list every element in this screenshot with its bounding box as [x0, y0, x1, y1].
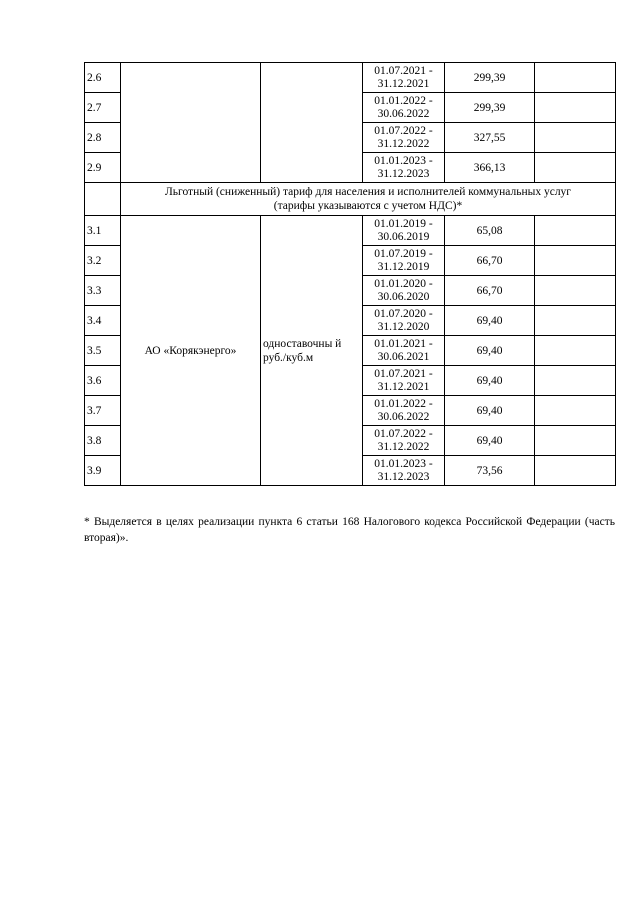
period-cell: 01.01.2023 - 31.12.2023: [363, 456, 445, 486]
price-cell: 299,39: [445, 93, 535, 123]
price-cell: 69,40: [445, 426, 535, 456]
price-cell: 69,40: [445, 336, 535, 366]
row-number: 3.1: [85, 216, 121, 246]
organization-cell-empty: [121, 63, 261, 183]
empty-cell: [535, 216, 616, 246]
tariff-type-cell-empty: [261, 63, 363, 183]
price-cell: 66,70: [445, 276, 535, 306]
empty-cell: [535, 306, 616, 336]
organization-name: АО «Корякэнерго»: [121, 216, 261, 486]
footnote: * Выделяется в целях реализации пункта 6 статьи 168 Налогового кодекса Российской Федерации (часть вторая)».: [84, 515, 615, 544]
row-number: 2.9: [85, 153, 121, 183]
empty-cell: [535, 336, 616, 366]
period-cell: 01.07.2020 - 31.12.2020: [363, 306, 445, 336]
empty-cell: [535, 456, 616, 486]
row-number: 3.5: [85, 336, 121, 366]
section-row: [85, 183, 616, 216]
period-cell: 01.01.2020 - 30.06.2020: [363, 276, 445, 306]
row-number: 3.4: [85, 306, 121, 336]
empty-cell: [535, 366, 616, 396]
price-cell: 73,56: [445, 456, 535, 486]
empty-cell: [535, 246, 616, 276]
empty-cell: [535, 276, 616, 306]
section-heading: Льготный (сниженный) тариф для населения и исполнителей коммунальных услуг (тарифы указываются с учетом НДС)*: [121, 183, 616, 216]
price-cell: 299,39: [445, 63, 535, 93]
period-cell: 01.07.2021 - 31.12.2021: [363, 366, 445, 396]
period-cell: 01.07.2022 - 31.12.2022: [363, 123, 445, 153]
period-cell: 01.07.2022 - 31.12.2022: [363, 426, 445, 456]
row-number: 3.9: [85, 456, 121, 486]
price-cell: 69,40: [445, 306, 535, 336]
price-cell: 65,08: [445, 216, 535, 246]
period-cell: 01.01.2023 - 31.12.2023: [363, 153, 445, 183]
row-number: 2.6: [85, 63, 121, 93]
row-number: 3.7: [85, 396, 121, 426]
row-number: 3.8: [85, 426, 121, 456]
price-cell: 69,40: [445, 396, 535, 426]
row-number: 2.7: [85, 93, 121, 123]
empty-cell: [535, 396, 616, 426]
tariff-type: одноставочны й руб./куб.м: [261, 216, 363, 486]
table-row: [85, 63, 616, 93]
empty-cell: [535, 93, 616, 123]
price-cell: 327,55: [445, 123, 535, 153]
period-cell: 01.01.2021 - 30.06.2021: [363, 336, 445, 366]
tariff-table: [84, 62, 616, 486]
row-number: 3.3: [85, 276, 121, 306]
empty-cell: [535, 426, 616, 456]
empty-cell: [85, 183, 121, 216]
period-cell: 01.01.2019 - 30.06.2019: [363, 216, 445, 246]
period-cell: 01.07.2019 - 31.12.2019: [363, 246, 445, 276]
price-cell: 69,40: [445, 366, 535, 396]
empty-cell: [535, 153, 616, 183]
empty-cell: [535, 123, 616, 153]
period-cell: 01.01.2022 - 30.06.2022: [363, 396, 445, 426]
price-cell: 66,70: [445, 246, 535, 276]
price-cell: 366,13: [445, 153, 535, 183]
period-cell: 01.01.2022 - 30.06.2022: [363, 93, 445, 123]
row-number: 3.2: [85, 246, 121, 276]
row-number: 2.8: [85, 123, 121, 153]
empty-cell: [535, 63, 616, 93]
row-number: 3.6: [85, 366, 121, 396]
period-cell: 01.07.2021 - 31.12.2021: [363, 63, 445, 93]
table-row: [85, 216, 616, 246]
